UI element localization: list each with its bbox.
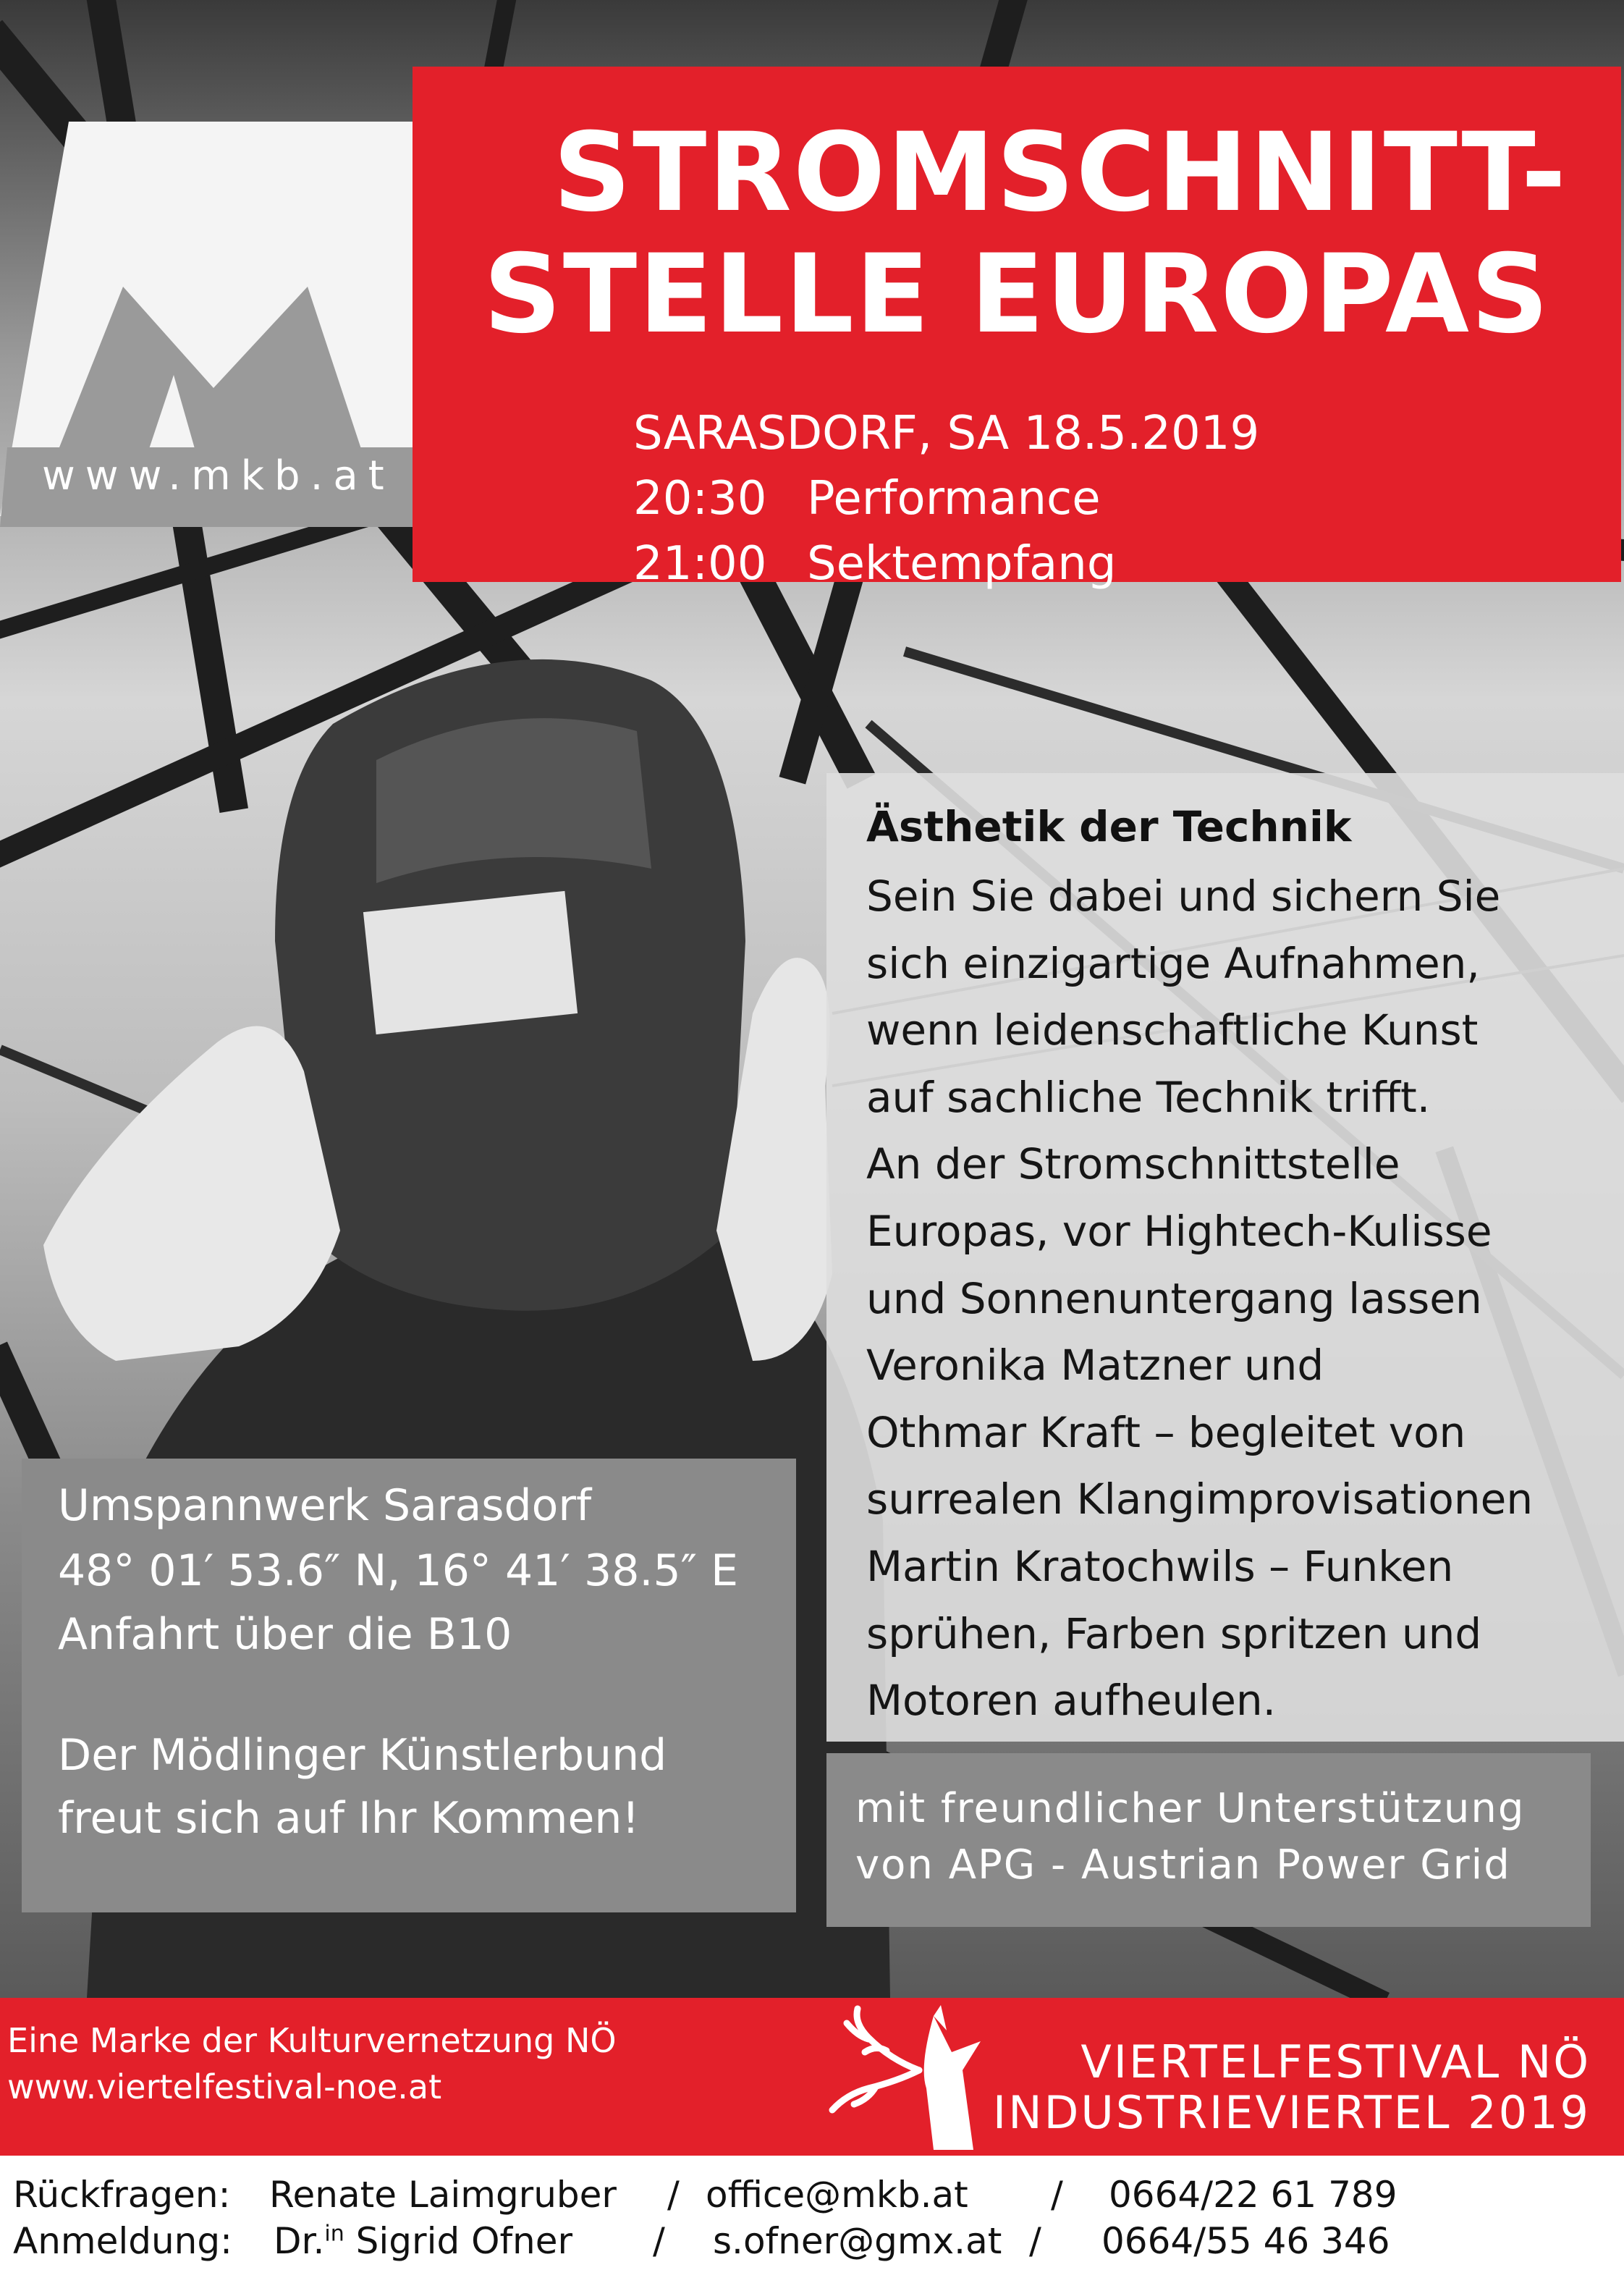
brand-line: Eine Marke der Kulturvernetzung NÖ xyxy=(7,2021,617,2060)
contact-name-prefix: Dr. xyxy=(274,2220,325,2262)
description-line: und Sonnenuntergang lassen xyxy=(866,1273,1482,1323)
festival-name: VIERTELFESTIVAL NÖ xyxy=(1080,2035,1591,2088)
festival-region-year: INDUSTRIEVIERTEL 2019 xyxy=(992,2086,1591,2139)
description-text xyxy=(866,863,1619,1734)
title-banner xyxy=(413,67,1621,591)
contact-label: Rückfragen: xyxy=(13,2174,231,2216)
description-heading: Ästhetik der Technik xyxy=(866,802,1352,851)
contact-separator: / xyxy=(1051,2174,1063,2216)
contact-name-text: Sigrid Ofner xyxy=(355,2220,573,2262)
schedule-time: 20:30 xyxy=(633,472,767,526)
description-line: Europas, vor Hightech-Kulisse xyxy=(866,1206,1492,1256)
schedule-row xyxy=(633,531,1259,596)
description-line: sich einzigartige Aufnahmen, xyxy=(866,938,1480,988)
schedule-label: Performance xyxy=(807,472,1101,526)
contacts xyxy=(0,2161,1624,2291)
logo-url[interactable]: www.mkb.at xyxy=(42,452,394,499)
event-title-line-2: STELLE EUROPAS xyxy=(483,232,1551,358)
contact-email[interactable]: office@mkb.at xyxy=(706,2174,968,2216)
footer-banner xyxy=(0,1998,1624,2156)
contact-name-superscript: in xyxy=(324,2221,344,2247)
location-directions: Anfahrt über die B10 xyxy=(58,1609,512,1660)
contact-separator: / xyxy=(667,2174,680,2216)
sponsor-line-2: von APG - Austrian Power Grid xyxy=(855,1841,1511,1889)
contact-name: Renate Laimgruber xyxy=(269,2174,617,2216)
description-line: Veronika Matzner und xyxy=(866,1341,1324,1391)
contact-phone[interactable]: 0664/55 46 346 xyxy=(1101,2220,1390,2262)
greeting-line-1: Der Mödlinger Künstlerbund xyxy=(58,1730,667,1781)
description-box xyxy=(826,773,1624,1742)
event-date: SARASDORF, SA 18.5.2019 xyxy=(633,407,1260,460)
sponsor-line-1: mit freundlicher Unterstützung xyxy=(855,1785,1526,1832)
location-coordinates: 48° 01′ 53.6″ N, 16° 41′ 38.5″ E xyxy=(58,1545,739,1596)
description-line: Sein Sie dabei und sichern Sie xyxy=(866,872,1501,921)
location-name: Umspannwerk Sarasdorf xyxy=(58,1480,592,1531)
description-line: surrealen Klangimprovisationen xyxy=(866,1474,1534,1524)
event-title-line-1: STROMSCHNITT- xyxy=(553,110,1568,236)
contact-email[interactable]: s.ofner@gmx.at xyxy=(713,2220,1002,2262)
contact-name xyxy=(274,2220,572,2262)
stag-head-icon xyxy=(825,2001,1013,2150)
contact-label: Anmeldung: xyxy=(13,2220,232,2262)
schedule-time: 21:00 xyxy=(633,537,767,591)
description-line: sprühen, Farben spritzen und xyxy=(866,1608,1482,1658)
description-line: Othmar Kraft – begleitet von xyxy=(866,1407,1466,1457)
location-box xyxy=(22,1459,796,1912)
sponsor-box xyxy=(826,1753,1591,1927)
contact-separator: / xyxy=(1029,2220,1041,2262)
description-line: An der Stromschnittstelle xyxy=(866,1139,1400,1189)
description-line: Martin Kratochwils – Funken xyxy=(866,1541,1454,1591)
description-line: Motoren aufheulen. xyxy=(866,1676,1277,1726)
schedule-label: Sektempfang xyxy=(807,537,1117,591)
brand-url[interactable]: www.viertelfestival-noe.at xyxy=(7,2067,442,2106)
contact-separator: / xyxy=(653,2220,665,2262)
description-line: wenn leidenschaftliche Kunst xyxy=(866,1005,1479,1055)
greeting-line-2: freut sich auf Ihr Kommen! xyxy=(58,1793,640,1844)
description-line: auf sachliche Technik trifft. xyxy=(866,1072,1431,1122)
contact-phone[interactable]: 0664/22 61 789 xyxy=(1109,2174,1397,2216)
event-schedule xyxy=(633,401,1259,596)
schedule-row xyxy=(633,466,1259,531)
